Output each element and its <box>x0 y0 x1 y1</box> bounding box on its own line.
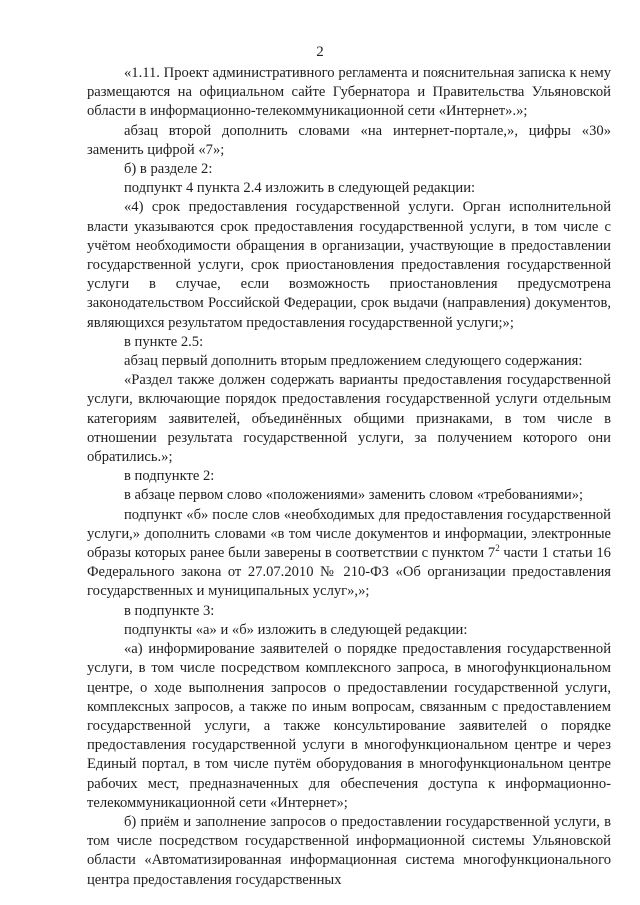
paragraph-podpunkt-4: подпункт 4 пункта 2.4 изложить в следующей редакции: <box>124 180 476 197</box>
paragraph-priyom-zapolnenie: б) приём и заполнение запросов о предоставлении государственной услуги, в том числе посредством государственной информационной системы Ульяновской области «Автоматизированная информационная система многофункционального центра предоставления государственных <box>87 813 611 888</box>
paragraph-razdel-2: б) в разделе 2: <box>124 161 213 178</box>
paragraph-abzac-pervom: в абзаце первом слово «положениями» заменить словом «требованиями»; <box>124 487 584 504</box>
paragraph-1-11: «1.11. Проект административного регламента и пояснительная записка к нему размещаются на официальном сайте Губернатора и Правительства Ульяновской области в информационно-телекоммуникационной сети «Интернет».»; <box>87 65 611 120</box>
paragraph-abzac-vtoroy: абзац второй дополнить словами «на интернет-портале,», цифры «30» заменить цифрой «7»; <box>87 122 611 158</box>
paragraph-abzac-pervyy: абзац первый дополнить вторым предложением следующего содержания: <box>124 353 583 370</box>
paragraph-srok-predostavleniya: «4) срок предоставления государственной услуги. Орган исполнительной власти указываются срок предоставления государственной услуги, в том числе с учётом необходимости обращения в организации, участвующие в предоставлении государственной услуги, срок приостановления предоставления государственной услуги в случае, если возможность приостановления предусмотрена законодательством Российской Федерации, срок выдачи (направления) документов, являющихся результатом предоставления государственной услуги;»; <box>87 199 611 331</box>
paragraph-razdel-varianty: «Раздел также должен содержать варианты предоставления государственной услуги, включающие порядок предоставления государственной услуги отдельным категориям заявителей, объединённых общими признаками, в том числе в отношении результата государственной услуги, за получением которого они обратились.»; <box>87 372 611 466</box>
law-text-before: подпункт «б» после слов «необходимых для предоставления государственной услуги,» дополнить словами «в том числе документов и информации, электронные образы которых ранее были заверены в соответствии с пунктом 7 <box>87 506 611 562</box>
paragraph-podpunkt-2: в подпункте 2: <box>124 468 215 485</box>
page-number: 2 <box>316 44 324 60</box>
paragraph-punkt-2-5: в пункте 2.5: <box>124 333 204 350</box>
paragraph-podpunkt-b-law <box>87 506 611 602</box>
paragraph-podpunkt-3: в подпункте 3: <box>124 602 215 619</box>
law-text-after: части 1 статьи 16 Федерального закона от 27.07.2010 № 210-ФЗ «Об организации предоставления государственных и муниципальных услуг»,»; <box>87 545 611 600</box>
paragraph-podpunkty-a-b: подпункты «а» и «б» изложить в следующей редакции: <box>124 621 468 638</box>
law-superscript: 2 <box>495 543 500 554</box>
paragraph-informirovanie: «а) информирование заявителей о порядке предоставления государственной услуги, в том числе посредством комплексного запроса, в многофункциональном центре, о ходе выполнения запросов о предоставлении государственной услуги, комплексных запросов, а также по иным вопросам, связанным с предоставлением государственной услуги, а также консультирование заявителей о порядке предоставления государственной услуги в многофункциональном центре и через Единый портал, в том числе путём оборудования в многофункциональном центре рабочих мест, предназначенных для обеспечения доступа к информационно-телекоммуникационной сети «Интернет»; <box>87 641 611 811</box>
document-body <box>87 64 611 890</box>
